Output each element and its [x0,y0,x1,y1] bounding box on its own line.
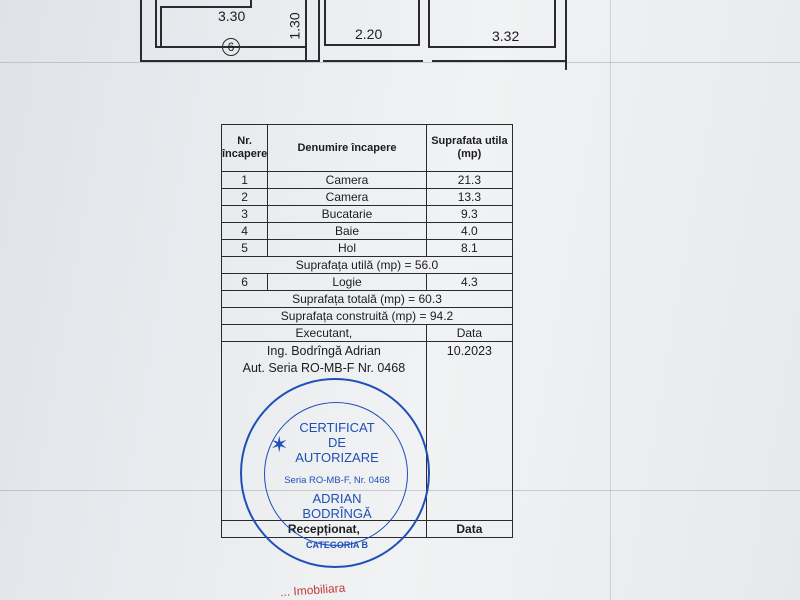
dimension-label: 3.32 [492,28,520,44]
row-name: Logie [268,274,427,291]
row-nr: 4 [222,223,268,240]
row-name: Bucatarie [268,206,427,223]
data-label: Data [426,325,512,342]
summary-row [222,291,513,308]
paper-fold [610,0,611,600]
header-nr: Nr. încapere [222,125,268,172]
row-name: Hol [268,240,427,257]
row-area: 4.3 [426,274,512,291]
table-header-row [222,125,513,172]
header-denumire: Denumire încapere [268,125,427,172]
row-area: 9.3 [426,206,512,223]
summary-row [222,257,513,274]
row-name: Camera [268,189,427,206]
table-row [222,206,513,223]
date-cell [426,342,512,521]
stamp-line: DE [327,435,347,450]
stamp-certificate-text [242,420,432,465]
row-name: Baie [268,223,427,240]
data-label-2: Data [426,521,512,538]
row-nr: 3 [222,206,268,223]
stamp-category: CATEGORIA B [306,540,368,550]
table-row [222,223,513,240]
table-row [222,274,513,291]
executant-header-row [222,325,513,342]
row-nr: 6 [222,274,268,291]
dimension-label: 3.30 [218,8,246,24]
date-value: 10.2023 [446,344,492,358]
authorization-stamp [240,378,430,568]
suprafata-utila: Suprafața utilă (mp) = 56.0 [222,257,513,274]
star-icon: ✶ [270,432,289,457]
row-nr: 1 [222,172,268,189]
header-suprafata: Suprafata utila (mp) [426,125,512,172]
stamp-line: ADRIAN [312,491,362,506]
stamp-line: AUTORIZARE [295,450,379,465]
table-row [222,240,513,257]
executant-name: Ing. Bodrîngă Adrian [266,344,381,358]
suprafata-construita: Suprafața construită (mp) = 94.2 [222,308,513,325]
red-stamp-fragment: ... Imobiliara [279,580,346,600]
row-area: 13.3 [426,189,512,206]
room-number: 6 [222,38,240,56]
stamp-name [242,491,432,521]
stamp-line: BODRÎNGĂ [302,506,372,521]
summary-row [222,308,513,325]
dimension-label: 2.20 [355,26,383,42]
suprafata-totala: Suprafața totală (mp) = 60.3 [222,291,513,308]
executant-authorization: Aut. Seria RO-MB-F Nr. 0468 [242,361,406,375]
receptionat-label: Recepționat, [222,521,427,538]
row-area: 8.1 [426,240,512,257]
table-row [222,172,513,189]
stamp-seria: Seria RO-MB-F, Nr. 0468 [284,475,390,486]
stamp-line: CERTIFICAT [299,420,375,435]
row-area: 21.3 [426,172,512,189]
floor-plan [0,0,800,75]
row-nr: 5 [222,240,268,257]
table-row [222,189,513,206]
executant-label: Executant, [222,325,427,342]
dimension-label: 1.30 [286,12,303,40]
row-area: 4.0 [426,223,512,240]
row-name: Camera [268,172,427,189]
row-nr: 2 [222,189,268,206]
